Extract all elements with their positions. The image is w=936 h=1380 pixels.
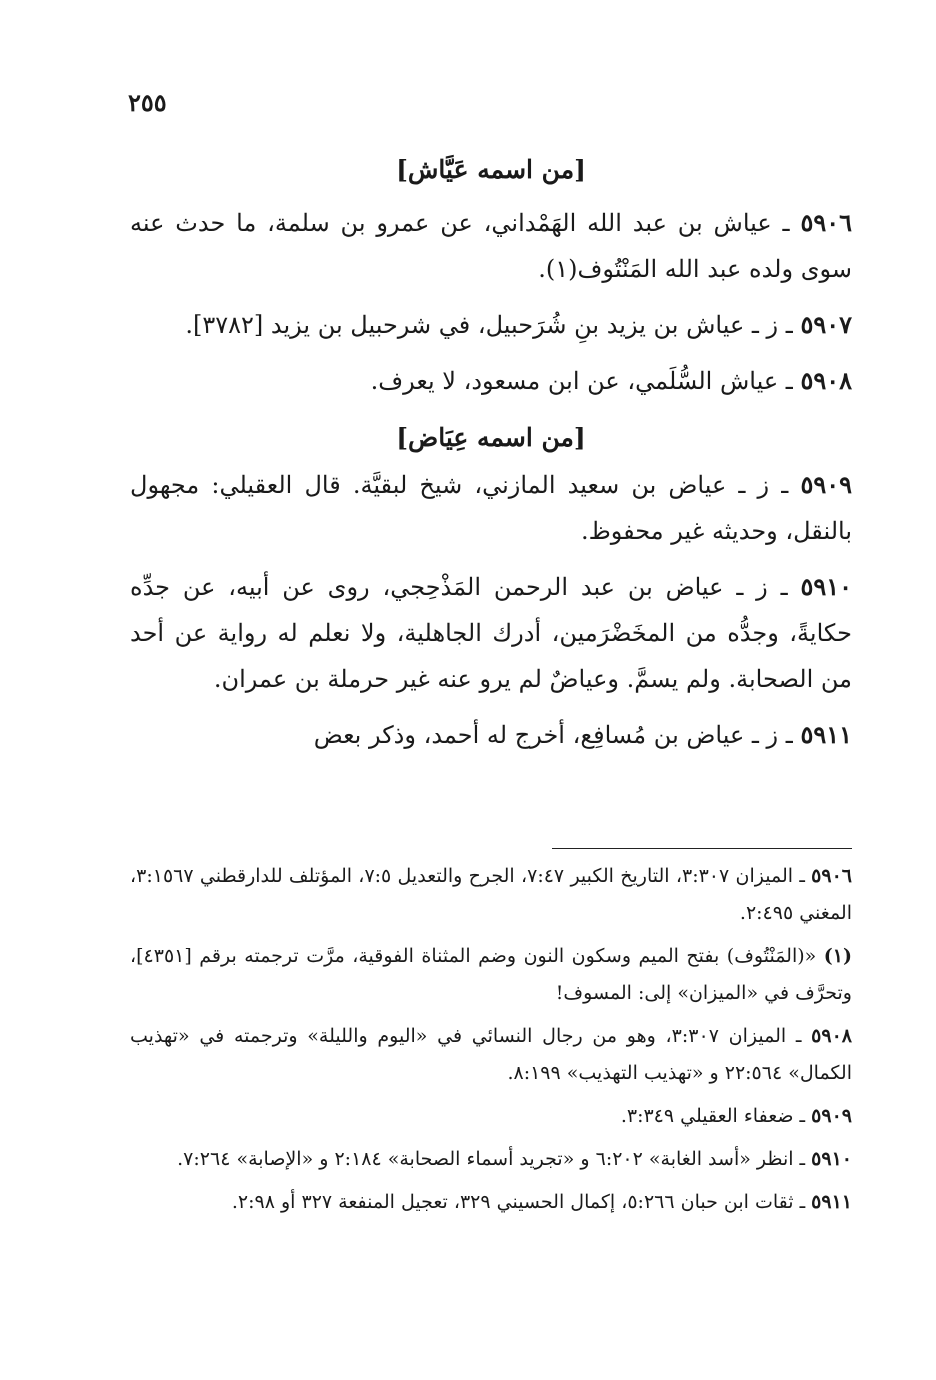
entry-5909 [130, 462, 852, 554]
footnote-number: ٥٩٠٦ [811, 865, 852, 887]
footnote-number: ٥٩٠٩ [811, 1105, 852, 1127]
entry-5908 [130, 358, 852, 404]
footnote-text: ـ ضعفاء العقيلي ٣:٣٤٩. [620, 1105, 812, 1127]
entry-text: ـ ز ـ عياض بن سعيد المازني، شيخ لبقيَّة. قال العقيلي: مجهول بالنقل، وحديثه غير محفوظ. [130, 471, 852, 545]
footnote-5910 [130, 1141, 852, 1178]
entry-5911 [130, 712, 852, 758]
section-heading: [من اسمه عِيَاض] [396, 423, 586, 452]
main-text [130, 90, 852, 758]
entry-number: ٥٩١١ [800, 720, 852, 749]
entry-number: ٥٩١٠ [800, 572, 852, 601]
entry-number: ٥٩٠٧ [800, 310, 852, 339]
footnote-number: (١) [823, 945, 852, 967]
page-number: ٢٥٥ [128, 88, 167, 117]
section-heading: [من اسمه عَيَّاش] [396, 155, 586, 184]
entry-text: ـ ز ـ عياش بن يزيد بنِ شُرَحبيل، في شرحبيل بن يزيد [٣٧٨٢]. [185, 311, 801, 339]
entry-text: ـ ز ـ عياض بن مُسافِع، أخرج له أحمد، وذكر بعض [313, 721, 801, 749]
footnote-text: ـ ثقات ابن حبان ٥:٢٦٦، إكمال الحسيني ٣٢٩، تعجيل المنفعة ٣٢٧ أو ٢:٩٨. [231, 1191, 812, 1213]
footnote-number: ٥٩١١ [811, 1191, 852, 1213]
footnote-number: ٥٩١٠ [811, 1148, 852, 1170]
footnote-text: ـ الميزان ٣:٣٠٧، التاريخ الكبير ٧:٤٧، الجرح والتعديل ٧:٥، المؤتلف للدارقطني ٣:١٥٦٧، المغني ٢:٤٩٥. [130, 865, 852, 924]
entry-5906 [130, 200, 852, 292]
footnotes [130, 858, 852, 1227]
entry-number: ٥٩٠٨ [800, 366, 852, 395]
footnote-divider [552, 848, 852, 849]
footnote-text: «(المَنْتُوف) بفتح الميم وسكون النون وضم المثناة الفوقية، مرَّت ترجمته برقم [٤٣٥١]، وتحرَّف في «الميزان» إلى: المسوف! [130, 945, 852, 1004]
entry-5910 [130, 564, 852, 702]
footnote-5911 [130, 1184, 852, 1221]
footnote-1 [130, 938, 852, 1012]
footnote-number: ٥٩٠٨ [811, 1025, 852, 1047]
footnote-5908 [130, 1018, 852, 1092]
footnote-5909 [130, 1098, 852, 1135]
entry-text: ـ عياش بن عبد الله الهَمْداني، عن عمرو بن سلمة، ما حدث عنه سوى ولده عبد الله المَنْتُوف(١). [130, 209, 852, 283]
entry-5907 [130, 302, 852, 348]
footnote-text: ـ الميزان ٣:٣٠٧، وهو من رجال النسائي في «اليوم والليلة» وترجمته في «تهذيب الكمال» ٢٢:٥٦٤ و «تهذيب التهذيب» ٨:١٩٩. [130, 1025, 852, 1084]
footnote-text: ـ انظر «أسد الغابة» ٦:٢٠٢ و «تجريد أسماء الصحابة» ٢:١٨٤ و «الإصابة» ٧:٢٦٤. [177, 1148, 812, 1170]
entry-number: ٥٩٠٩ [800, 470, 852, 499]
entry-text: ـ ز ـ عياض بن عبد الرحمن المَذْحِجي، روى عن أبيه، عن جدِّه حكايةً، وجدُّه من المخَضْرَمين، أدرك الجاهلية، ولا نعلم له رواية عن أحد من الصحابة. ولم يسمَّ. وعياضٌ لم يرو عنه غير حرملة بن عمران. [130, 573, 852, 693]
entry-number: ٥٩٠٦ [800, 208, 852, 237]
footnote-5906 [130, 858, 852, 932]
entry-text: ـ عياش السُّلَمي، عن ابن مسعود، لا يعرف. [370, 367, 801, 395]
